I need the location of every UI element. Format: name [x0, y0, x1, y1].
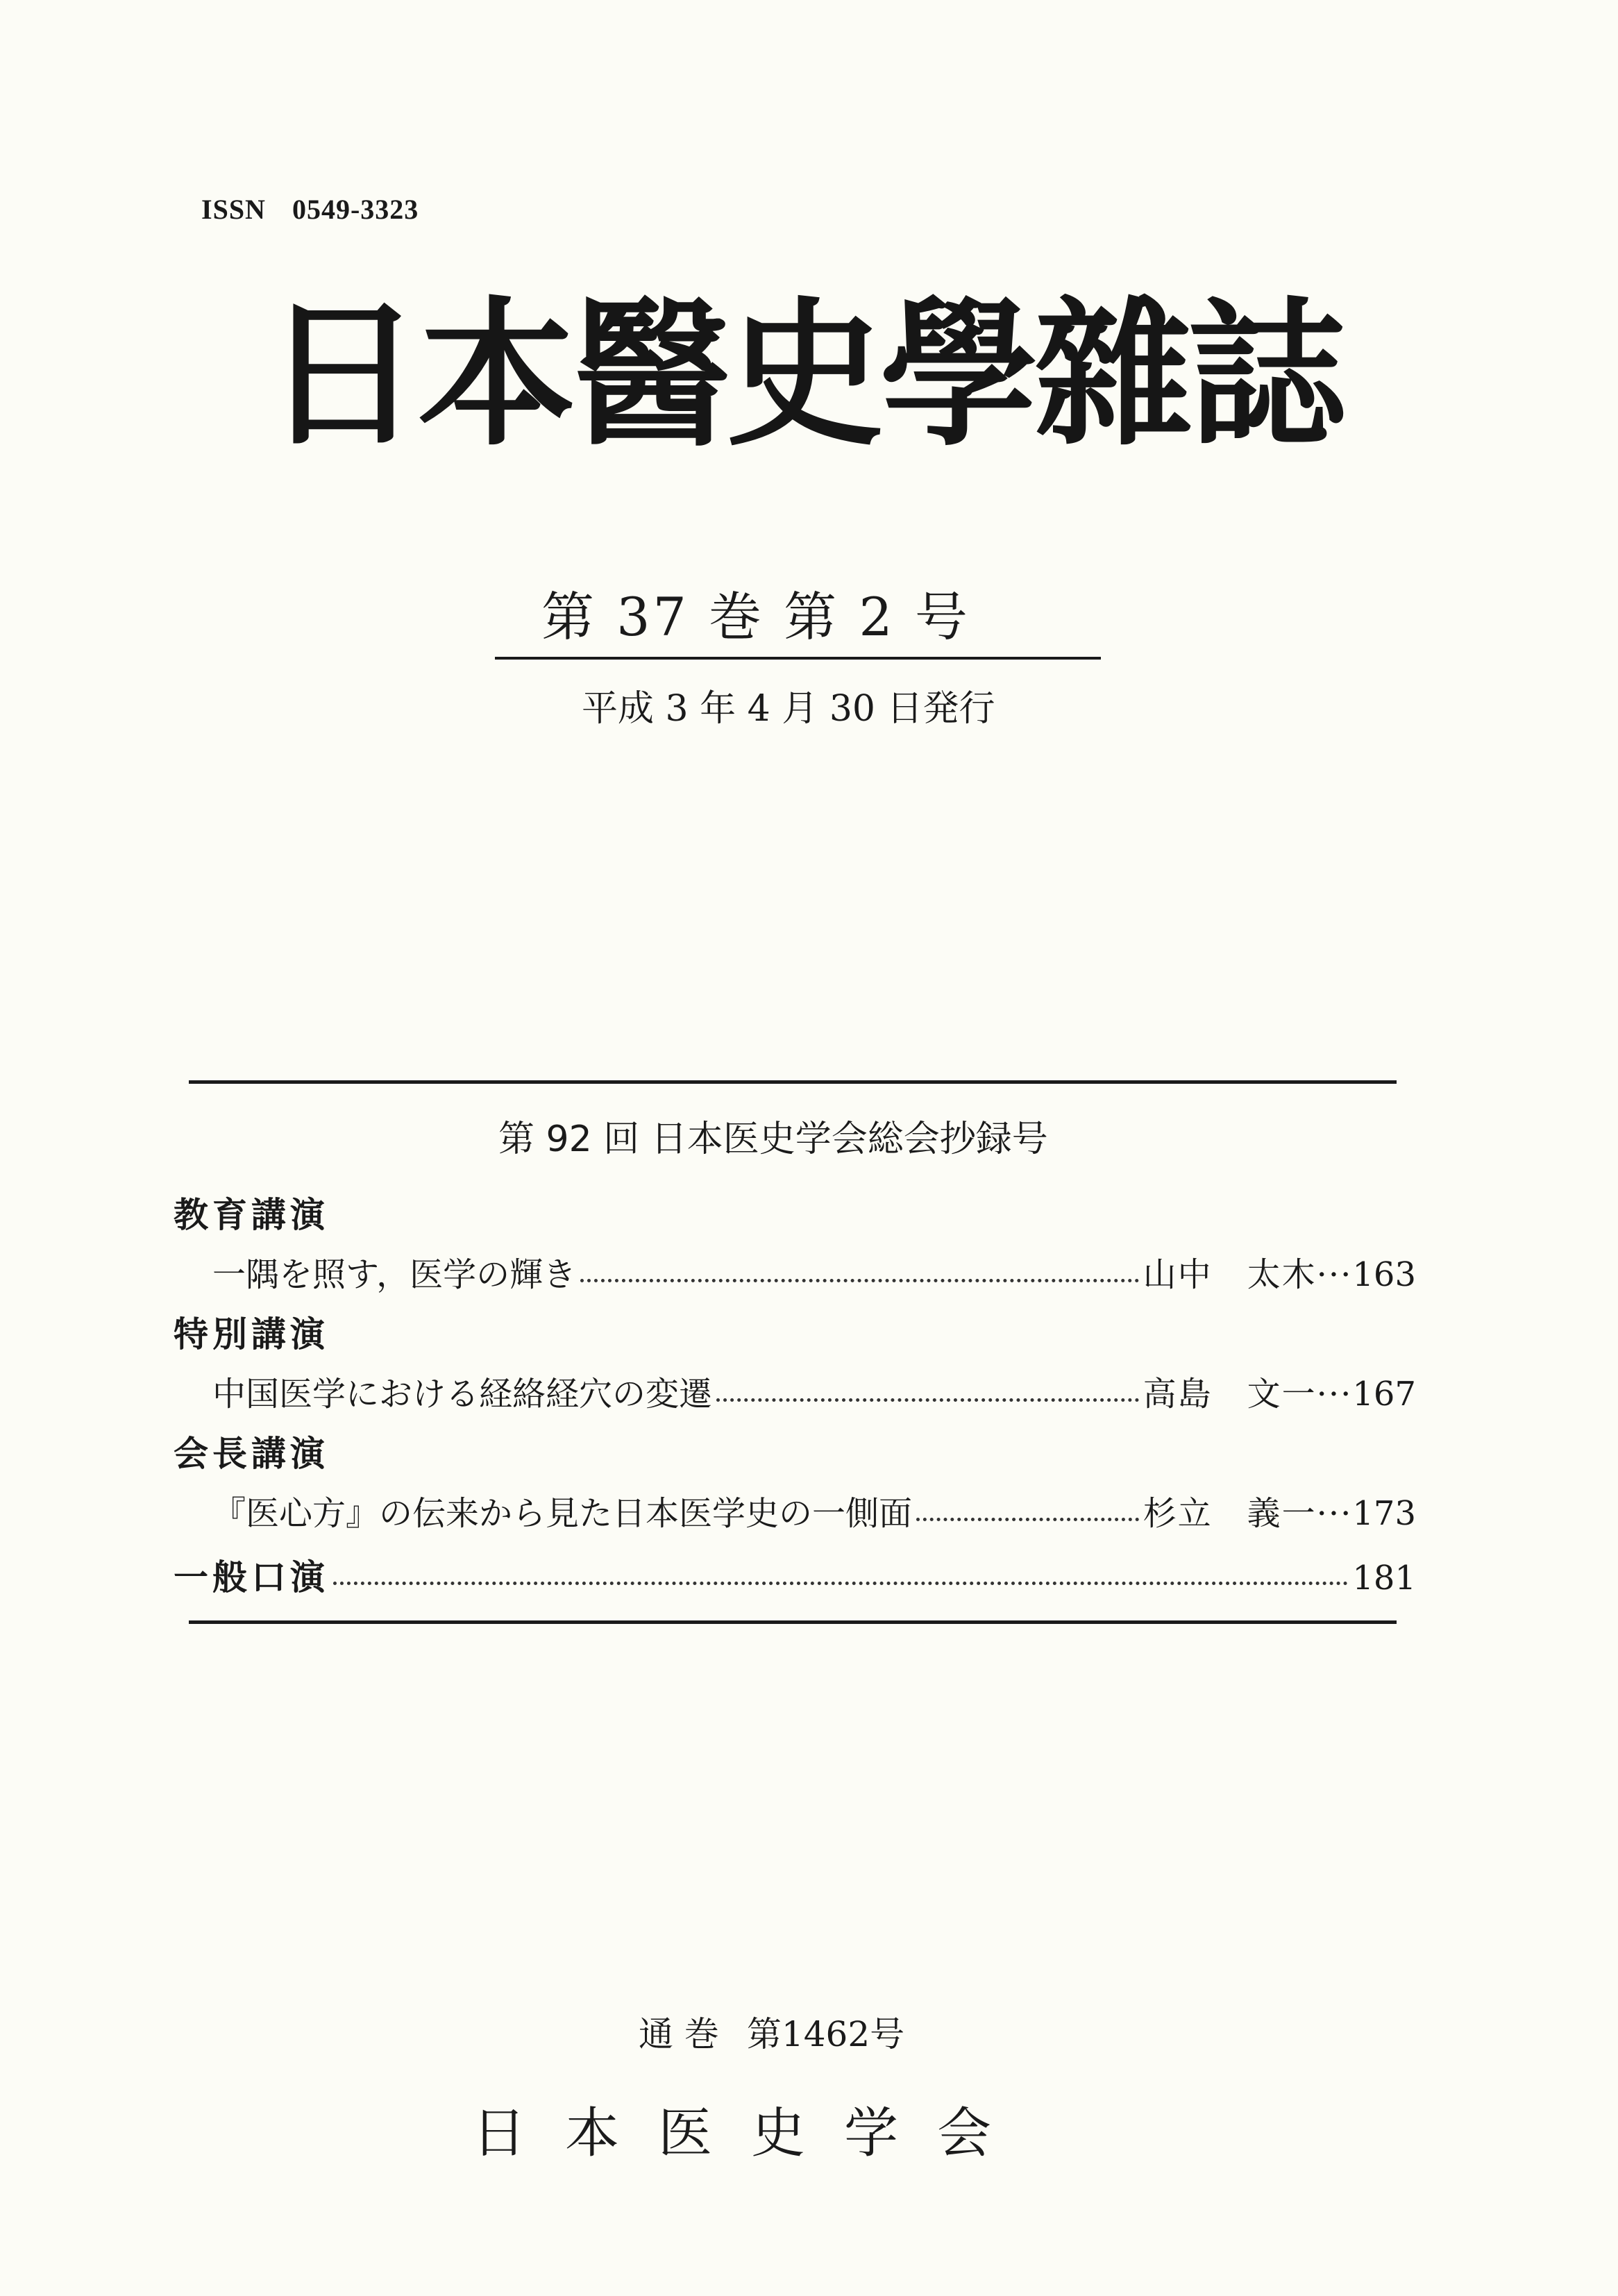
- toc-entry-page: 173: [1352, 1494, 1416, 1533]
- toc-entry-author: 山中 太木: [1143, 1255, 1317, 1294]
- dot-leader-short: ···: [1316, 1375, 1353, 1414]
- toc-entry[interactable]: [174, 1243, 1416, 1307]
- toc-entry-author: 高島 文一: [1143, 1375, 1317, 1414]
- dot-leader: [716, 1398, 1139, 1402]
- journal-title: 日本醫史學雜誌: [264, 283, 1342, 467]
- toc-top-rule: [189, 1080, 1397, 1084]
- toc-entry-general[interactable]: [174, 1545, 1416, 1609]
- dot-leader: [333, 1582, 1348, 1585]
- toc-entry-page: 167: [1352, 1375, 1416, 1414]
- toc-section-heading: 一般口演: [174, 1557, 329, 1598]
- toc-section-heading: 会長講演: [174, 1434, 329, 1474]
- table-of-contents: [174, 1187, 1416, 1609]
- issn-number: 0549-3323: [292, 194, 419, 225]
- volume-rule: [495, 657, 1101, 660]
- toc-section-heading: 特別講演: [174, 1314, 329, 1355]
- dot-leader: [580, 1279, 1138, 1282]
- toc-entry-page: 163: [1352, 1255, 1416, 1294]
- toc-entry-title: 中国医学における経絡経穴の変遷: [212, 1375, 713, 1414]
- toc-entry-author: 杉立 義一: [1143, 1494, 1317, 1533]
- toc-entry-title: 一隅を照す，医学の輝き: [212, 1255, 577, 1294]
- dot-leader-short: ···: [1316, 1255, 1353, 1294]
- toc-entry-title: 『医心方』の伝来から見た日本医学史の一側面: [212, 1494, 913, 1533]
- dot-leader: [916, 1518, 1139, 1521]
- cumulative-label: 通 巻: [639, 2014, 719, 2054]
- issn-label: ISSN: [201, 194, 266, 225]
- publisher-name: 日本医史学会: [472, 2102, 1031, 2165]
- toc-section-heading: 教育講演: [174, 1195, 329, 1235]
- toc-bottom-rule: [189, 1620, 1397, 1624]
- cumulative-number: 第1462号: [746, 2014, 905, 2054]
- toc-entry[interactable]: [174, 1482, 1416, 1545]
- publication-date: 平成 3 年 4 月 30 日発行: [582, 688, 995, 730]
- cumulative-issue: [639, 2006, 904, 2056]
- issue-heading: 第 92 回 日本医史学会総会抄録号: [498, 1118, 1048, 1160]
- toc-entry-page: 181: [1352, 1559, 1416, 1598]
- dot-leader-short: ···: [1316, 1494, 1353, 1533]
- volume-number: 第 37 巻 第 2 号: [541, 586, 970, 648]
- toc-entry[interactable]: [174, 1362, 1416, 1426]
- issn: [201, 193, 419, 226]
